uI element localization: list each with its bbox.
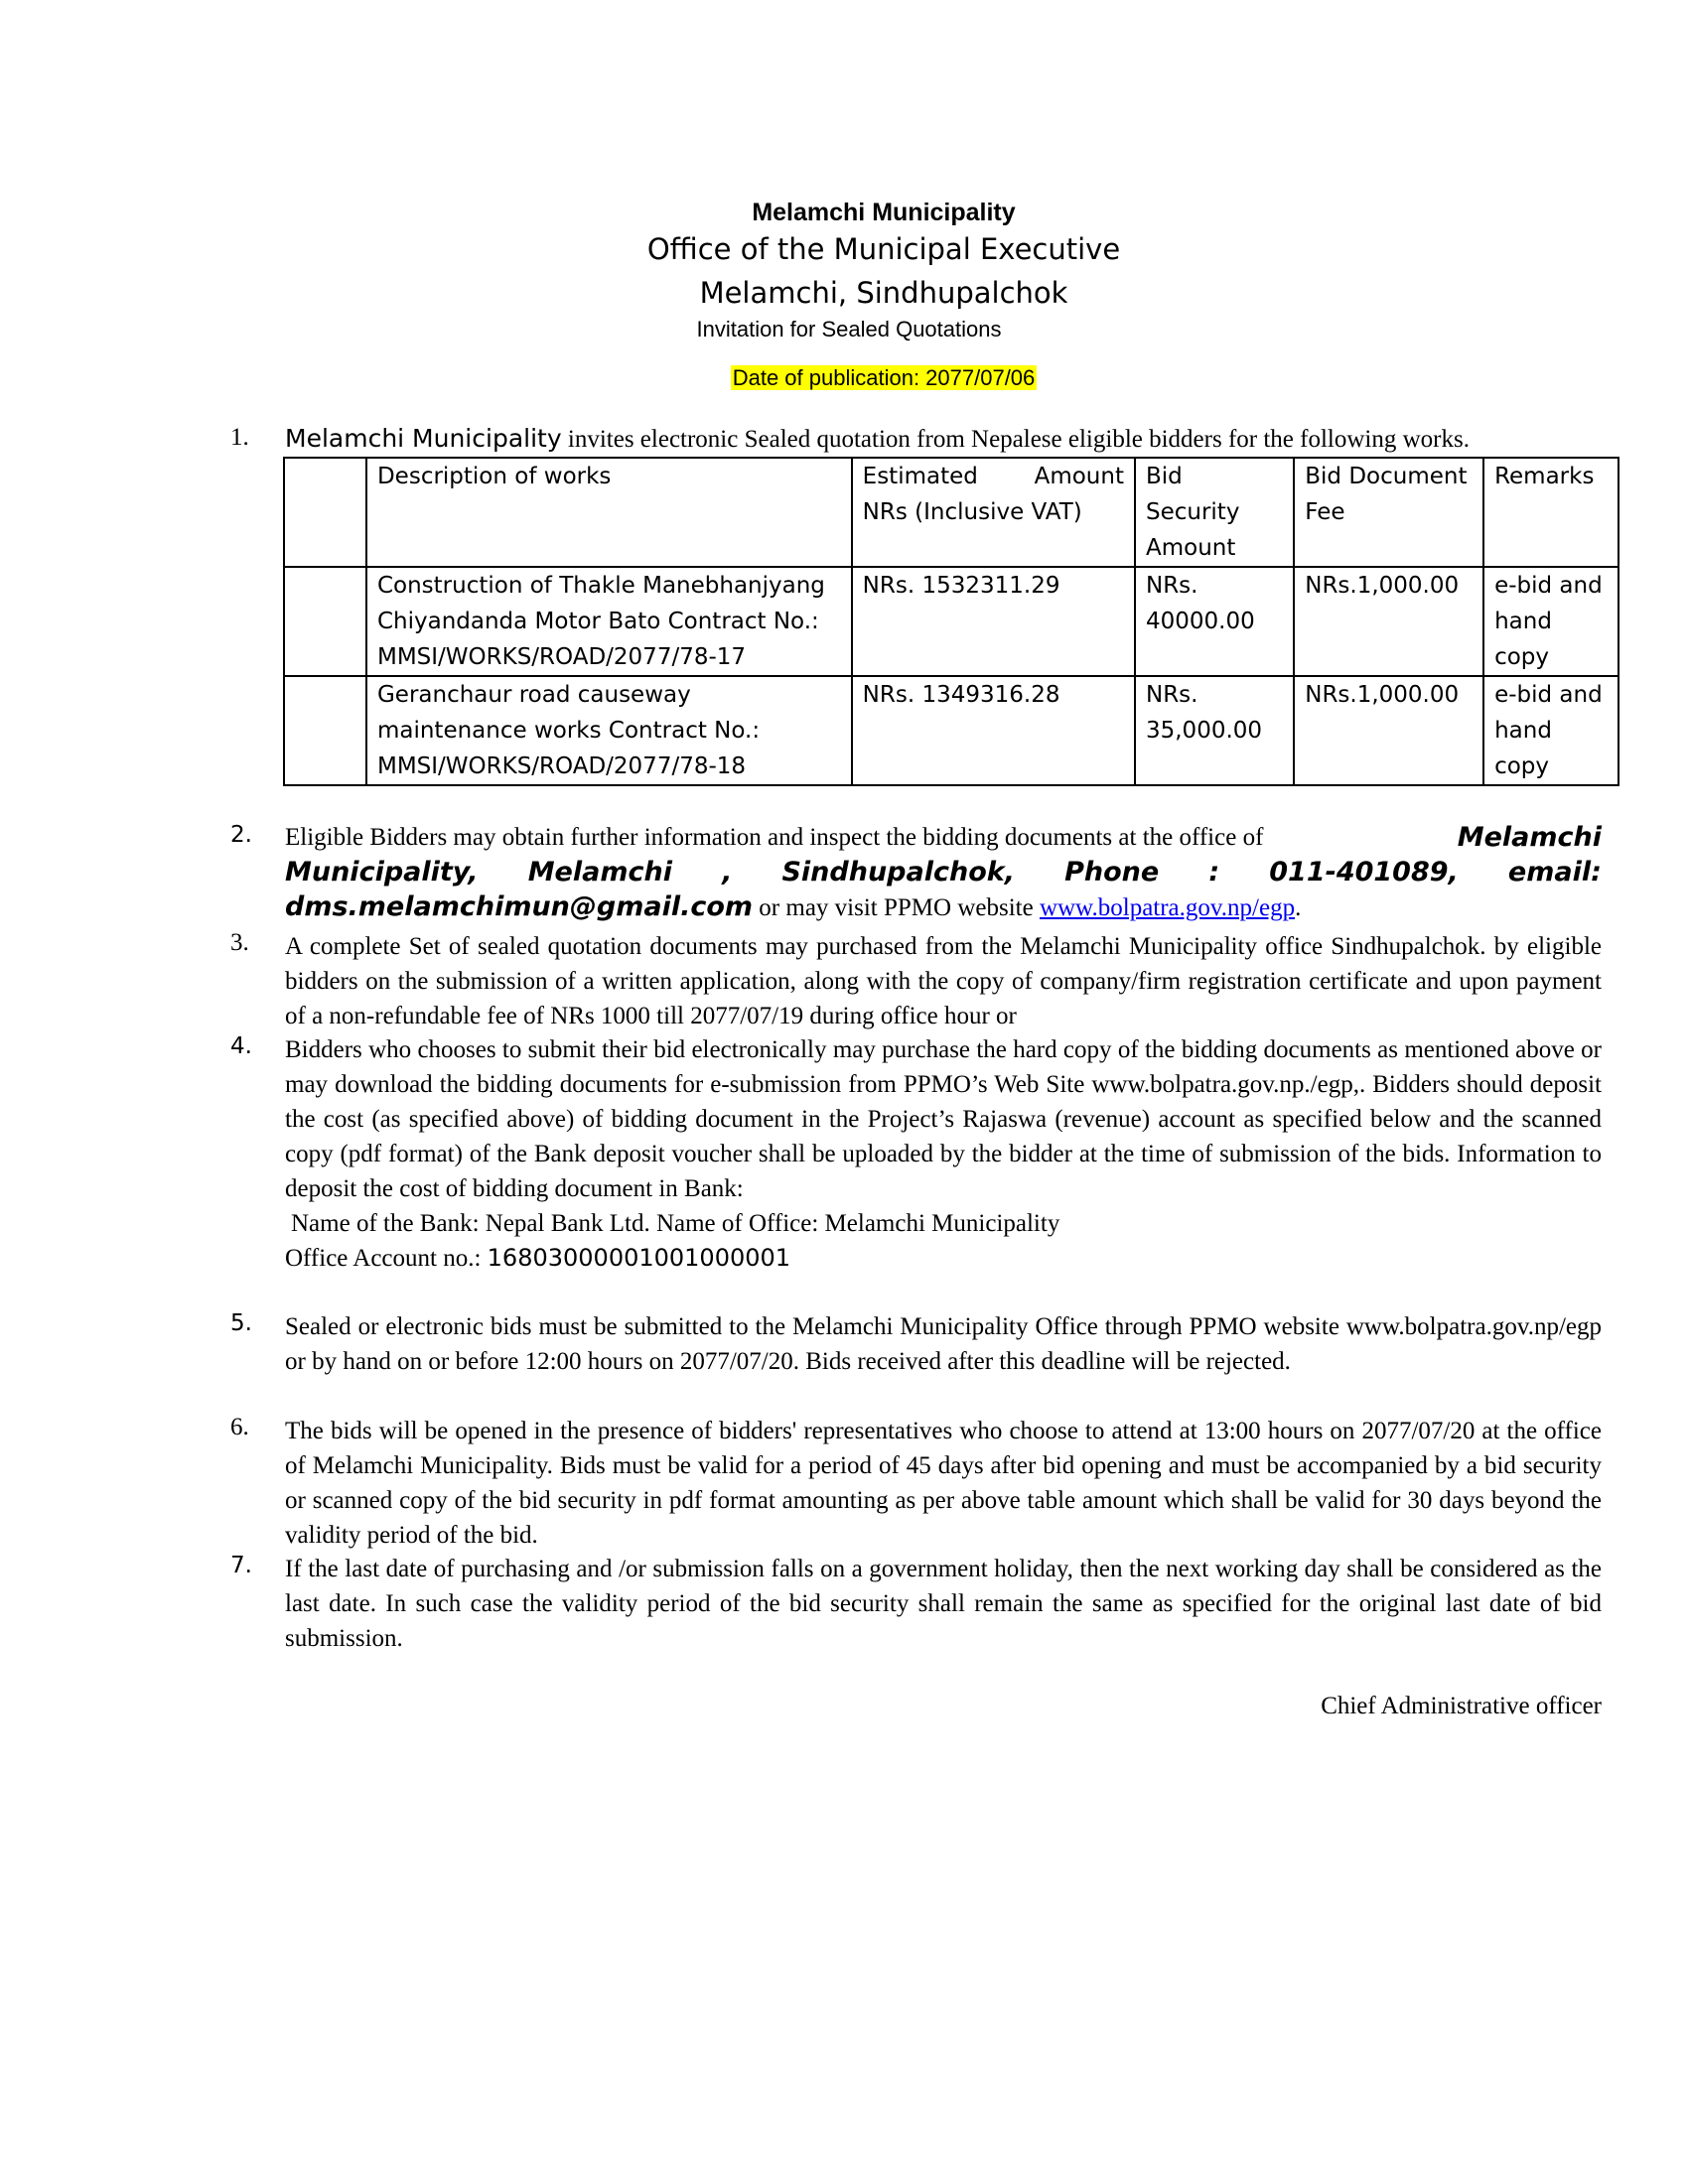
org-title: Melamchi Municipality [752,199,1016,226]
clause-2-token: 011-401089, [1269,857,1459,887]
notice-title: Invitation for Sealed Quotations [696,317,1002,341]
clause-4-text: Bidders who chooses to submit their bid electronically may purchase the hard copy of the bidding documents as mentioned above or may download the bidding documents for e-submission from PPMO’s Web Site www.bolpatra.gov.np./egp,. Bidders should deposit the cost (as specified above) of bidding document in the Project’s Rajaswa (revenue) account as specified below and the scanned copy (pdf format) of the Bank deposit voucher shall be uploaded by the bidder at the time of submission of the bids. Information to deposit the cost of bidding document in Bank: [285,1036,1602,1202]
ppmo-website-link[interactable]: www.bolpatra.gov.np/egp [1039,894,1296,921]
publication-date-highlight: Date of publication: 2077/07/06 [732,365,1036,390]
publication-date [0,365,1688,391]
clause-number-1: 1. [230,424,249,451]
clause-number-5: 5. [230,1310,252,1336]
clause-1-text: invites electronic Sealed quotation from Nepalese eligible bidders for the following works. [561,426,1470,453]
clause-2-text: Eligible Bidders may obtain further information and inspect the bidding documents at the office of [285,824,1264,851]
account-number: 16803000001001000001 [487,1244,791,1272]
clause-2-token: Sindhupalchok, [781,857,1015,887]
header-amount [852,458,1135,567]
header-sn [284,458,366,567]
clause-3: A complete Set of sealed quotation documents may purchased from the Melamchi Municipality office Sindhupalchok. by eligible bidders on the submission of a written application, along with the copy of company/firm registration certificate and upon payment of a non-refundable fee of NRs 1000 till 2077/07/19 during office hour or [285,933,1602,1029]
clause-6: The bids will be opened in the presence of bidders' representatives who choose to attend at 13:00 hours on 2077/07/20 at the office of Melamchi Municipality. Bids must be valid for a period of 45 days after bid opening and must be accompanied by a bid security or scanned copy of the bid security in pdf format amounting as per above table amount which shall be valid for 30 days beyond the validity period of the bid. [285,1418,1602,1549]
bank-details: Name of the Bank: Nepal Bank Ltd. Name of Office: Melamchi Municipality [291,1210,1060,1237]
header-amount-rest: NRs (Inclusive VAT) [862,499,1082,525]
clause-2-token: , [722,857,733,887]
header-security: Bid Security Amount [1135,458,1294,567]
clause-2-end: . [1295,894,1302,921]
row-amount: NRs. 1532311.29 [852,567,1135,676]
clause-4 [285,1032,1602,1276]
clause-5: Sealed or electronic bids must be submitted to the Melamchi Municipality Office through PPMO website www.bolpatra.gov.np/egp or by hand on or before 12:00 hours on 2077/07/20. Bids received after this deadline will be rejected. [285,1313,1602,1375]
row-sn [284,567,366,676]
account-line [285,1241,1602,1276]
header-amount-word-2: Amount [1034,464,1124,489]
location-title: Melamchi, Sindhupalchok [699,276,1068,310]
clause-2-contact-line [285,855,1602,889]
header-description: Description of works [366,458,852,567]
clause-number-6: 6. [230,1414,249,1440]
table-row [284,676,1618,785]
header-amount-word-1: Estimated [862,464,978,489]
signature-title: Chief Administrative officer [1321,1693,1602,1719]
table-row [284,567,1618,676]
row-fee: NRs.1,000.00 [1294,567,1483,676]
clause-2-token: email: [1507,857,1602,887]
clause-1 [285,424,1470,454]
row-description: Construction of Thakle Manebhanjyang Chiyandanda Motor Bato Contract No.: MMSI/WORKS/ROAD/2077/78-17 [366,567,852,676]
account-label: Office Account no.: [285,1245,488,1272]
clause-2-bold-office: Melamchi [1457,822,1602,853]
office-title: Office of the Municipal Executive [646,232,1121,266]
clause-1-lead: Melamchi Municipality [285,424,562,453]
clause-2 [285,820,1602,925]
clause-number-2: 2. [230,822,252,848]
clause-number-7: 7. [230,1553,252,1578]
clause-2-token: Phone [1064,857,1160,887]
table-header-row [284,458,1618,567]
clause-2-mid: or may visit PPMO website [753,894,1040,921]
clause-7: If the last date of purchasing and /or submission falls on a government holiday, then the next working day shall be considered as the last date. In such case the validity period of the bid security shall remain the same as specified for the original last date of bid submission. [285,1556,1602,1652]
row-security: NRs. 40000.00 [1135,567,1294,676]
clause-2-email: dms.melamchimun@gmail.com [285,891,754,922]
header-fee: Bid Document Fee [1294,458,1483,567]
header-remarks: Remarks [1483,458,1618,567]
row-fee: NRs.1,000.00 [1294,676,1483,785]
clause-2-token: : [1208,857,1220,887]
row-security: NRs. 35,000.00 [1135,676,1294,785]
row-description: Geranchaur road causeway maintenance works Contract No.: MMSI/WORKS/ROAD/2077/78-18 [366,676,852,785]
row-sn [284,676,366,785]
clause-2-token: Melamchi [527,857,672,887]
works-table [283,457,1619,786]
clause-number-4: 4. [230,1033,252,1059]
clause-2-token: Municipality, [285,857,479,887]
clause-number-3: 3. [230,929,249,956]
row-amount: NRs. 1349316.28 [852,676,1135,785]
row-remarks: e-bid and hand copy [1483,676,1618,785]
row-remarks: e-bid and hand copy [1483,567,1618,676]
